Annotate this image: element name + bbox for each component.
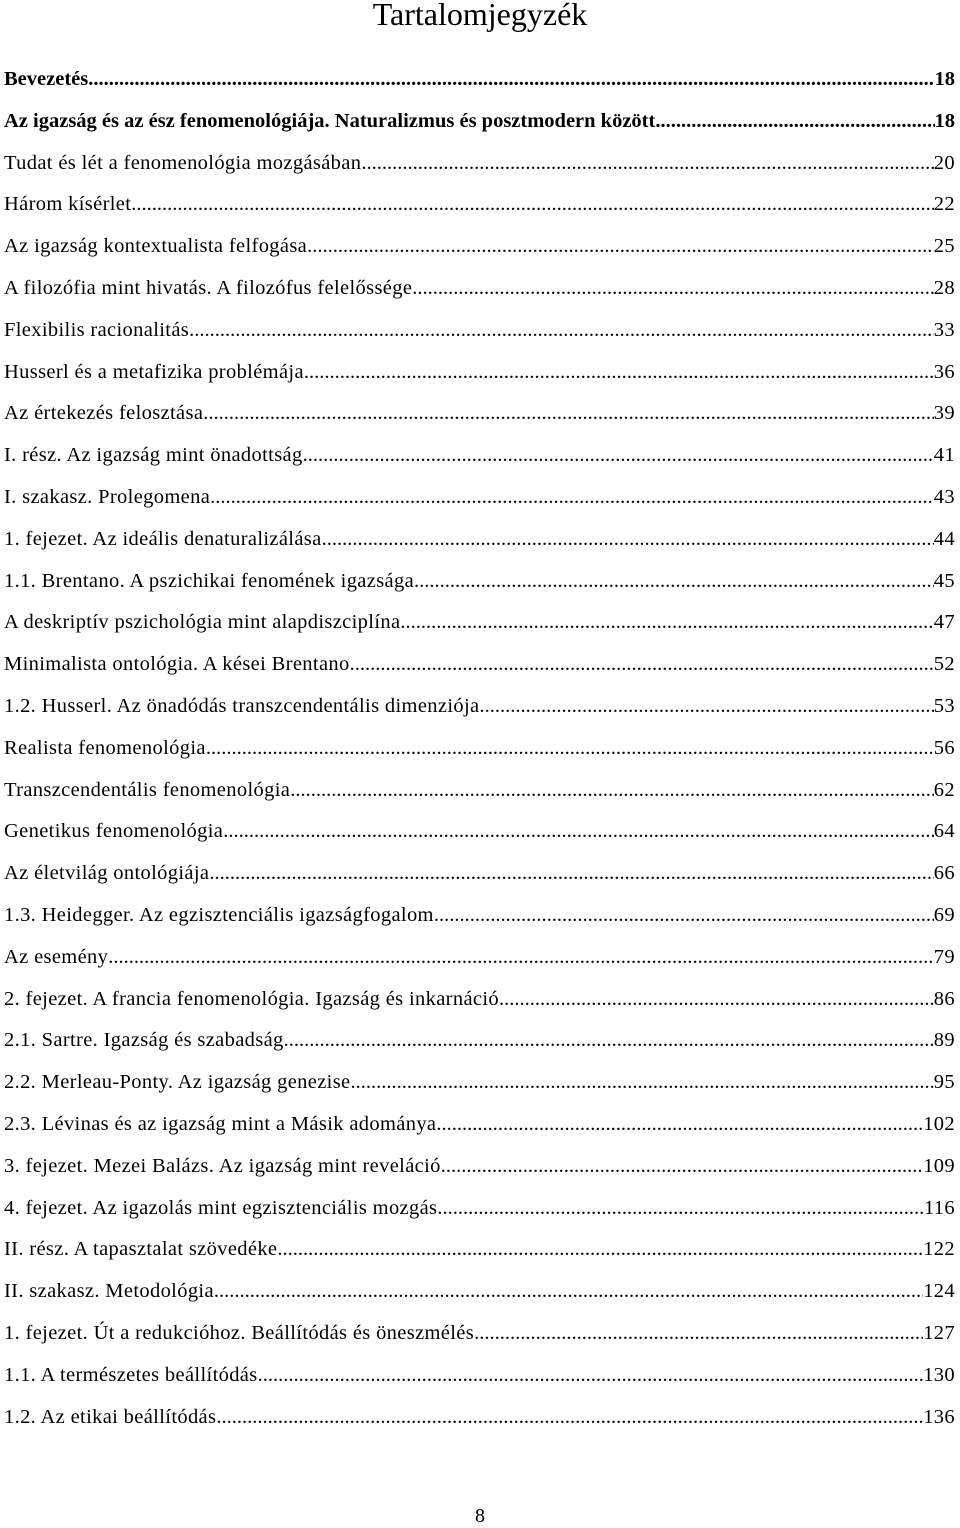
toc-entry[interactable] bbox=[4, 357, 955, 399]
page-title: Tartalomjegyzék bbox=[372, 0, 588, 32]
toc-entry[interactable] bbox=[4, 858, 955, 900]
toc-entry[interactable] bbox=[4, 315, 955, 357]
toc-dot-leader bbox=[499, 984, 934, 1014]
toc-entry[interactable] bbox=[4, 64, 955, 106]
toc-entry[interactable] bbox=[4, 1109, 955, 1151]
toc-entry-title: Tudat és lét a fenomenológia mozgásában bbox=[4, 151, 362, 174]
toc-dot-leader bbox=[400, 607, 933, 637]
toc-entry-page: 28 bbox=[933, 276, 955, 299]
toc-entry-page: 124 bbox=[923, 1280, 955, 1303]
toc-dot-leader bbox=[655, 106, 934, 136]
toc-entry[interactable] bbox=[4, 273, 955, 315]
toc-entry-page: 52 bbox=[933, 653, 955, 676]
toc-entry[interactable] bbox=[4, 231, 955, 273]
toc-entry[interactable] bbox=[4, 1067, 955, 1109]
toc-entry[interactable] bbox=[4, 1276, 955, 1318]
toc-entry-page: 39 bbox=[933, 402, 955, 425]
toc-dot-leader bbox=[434, 900, 934, 930]
toc-entry[interactable] bbox=[4, 566, 955, 608]
toc-entry-page: 122 bbox=[923, 1238, 955, 1261]
toc-entry-page: 25 bbox=[933, 235, 955, 258]
toc-entry[interactable] bbox=[4, 649, 955, 691]
toc-entry-title: A filozófia mint hivatás. A filozófus felelőssége bbox=[4, 276, 413, 299]
toc-entry-title: Bevezetés bbox=[4, 68, 89, 90]
toc-entry-title: Genetikus fenomenológia bbox=[4, 820, 224, 843]
toc-entry[interactable] bbox=[4, 816, 955, 858]
toc-entry-page: 66 bbox=[933, 862, 955, 885]
toc-entry-title: Három kísérlet bbox=[4, 193, 132, 216]
toc-dot-leader bbox=[210, 482, 934, 512]
page-number: 8 bbox=[475, 1505, 485, 1527]
toc-entry-title: Az életvilág ontológiája bbox=[4, 862, 210, 885]
toc-dot-leader bbox=[412, 273, 934, 303]
toc-dot-leader bbox=[437, 1193, 924, 1223]
toc-dot-leader bbox=[303, 440, 934, 470]
toc-entry-title: 2. fejezet. A francia fenomenológia. Igazság és inkarnáció bbox=[4, 987, 500, 1010]
toc-entry[interactable] bbox=[4, 775, 955, 817]
toc-entry[interactable] bbox=[4, 607, 955, 649]
toc-dot-leader bbox=[189, 315, 934, 345]
toc-dot-leader bbox=[350, 1067, 933, 1097]
toc-entry[interactable] bbox=[4, 482, 955, 524]
toc-entry-title: Realista fenomenológia bbox=[4, 736, 206, 759]
toc-dot-leader bbox=[290, 775, 934, 805]
table-of-contents bbox=[4, 64, 955, 1443]
toc-entry-page: 116 bbox=[923, 1196, 955, 1219]
toc-dot-leader bbox=[322, 524, 934, 554]
toc-dot-leader bbox=[474, 1318, 923, 1348]
toc-entry-page: 45 bbox=[933, 569, 955, 592]
toc-dot-leader bbox=[350, 649, 934, 679]
toc-entry-title: Minimalista ontológia. A kései Brentano bbox=[4, 653, 350, 676]
toc-entry-title: I. szakasz. Prolegomena bbox=[4, 485, 211, 508]
toc-entry-title: II. szakasz. Metodológia bbox=[4, 1280, 214, 1303]
toc-entry-title: Az igazság kontextualista felfogása bbox=[4, 235, 308, 258]
toc-entry-page: 33 bbox=[933, 318, 955, 341]
toc-entry-page: 79 bbox=[933, 945, 955, 968]
toc-entry-page: 109 bbox=[923, 1154, 955, 1177]
toc-dot-leader bbox=[479, 691, 933, 721]
toc-dot-leader bbox=[131, 189, 934, 219]
toc-dot-leader bbox=[307, 231, 934, 261]
toc-dot-leader bbox=[258, 1360, 924, 1390]
toc-dot-leader bbox=[361, 148, 933, 178]
toc-entry[interactable] bbox=[4, 1025, 955, 1067]
toc-entry-title: 1.1. Brentano. A pszichikai fenomének igazsága bbox=[4, 569, 415, 592]
toc-entry-title: 2.1. Sartre. Igazság és szabadság bbox=[4, 1029, 284, 1052]
toc-entry-page: 22 bbox=[933, 193, 955, 216]
toc-entry[interactable] bbox=[4, 1193, 955, 1235]
toc-entry-title: Az értekezés felosztása bbox=[4, 402, 204, 425]
toc-entry-page: 136 bbox=[923, 1405, 955, 1428]
toc-entry[interactable] bbox=[4, 733, 955, 775]
toc-entry[interactable] bbox=[4, 942, 955, 984]
toc-entry-title: 3. fejezet. Mezei Balázs. Az igazság mint reveláció bbox=[4, 1154, 441, 1177]
toc-entry-page: 18 bbox=[934, 109, 955, 132]
toc-dot-leader bbox=[436, 1109, 923, 1139]
toc-entry-title: Husserl és a metafizika problémája bbox=[4, 360, 304, 383]
toc-entry-page: 69 bbox=[933, 903, 955, 926]
toc-dot-leader bbox=[441, 1151, 923, 1181]
toc-entry-page: 62 bbox=[933, 778, 955, 801]
toc-entry-page: 102 bbox=[923, 1112, 955, 1135]
toc-entry[interactable] bbox=[4, 691, 955, 733]
toc-entry-page: 95 bbox=[933, 1071, 955, 1094]
toc-entry[interactable] bbox=[4, 106, 955, 148]
toc-entry-title: 1.3. Heidegger. Az egzisztenciális igazságfogalom bbox=[4, 903, 434, 926]
toc-entry-title: II. rész. A tapasztalat szövedéke bbox=[4, 1238, 278, 1261]
toc-entry-title: 1. fejezet. Út a redukcióhoz. Beállítódás és öneszmélés bbox=[4, 1321, 475, 1344]
toc-entry-page: 86 bbox=[933, 987, 955, 1010]
toc-entry[interactable] bbox=[4, 1402, 955, 1444]
toc-entry[interactable] bbox=[4, 398, 955, 440]
toc-dot-leader bbox=[206, 733, 934, 763]
toc-dot-leader bbox=[209, 858, 933, 888]
toc-entry[interactable] bbox=[4, 1360, 955, 1402]
toc-entry-page: 53 bbox=[933, 694, 955, 717]
toc-entry-title: 1.2. Az etikai beállítódás bbox=[4, 1405, 217, 1428]
toc-entry-title: Az igazság és az ész fenomenológiája. Naturalizmus és posztmodern között bbox=[4, 109, 656, 132]
toc-entry-title: 2.3. Lévinas és az igazság mint a Másik adománya bbox=[4, 1112, 437, 1135]
toc-dot-leader bbox=[203, 398, 934, 428]
toc-entry-page: 89 bbox=[933, 1029, 955, 1052]
toc-dot-leader bbox=[284, 1025, 934, 1055]
toc-entry-page: 43 bbox=[933, 485, 955, 508]
toc-entry-page: 41 bbox=[933, 444, 955, 467]
toc-entry[interactable] bbox=[4, 984, 955, 1026]
toc-entry-title: 4. fejezet. Az igazolás mint egzisztenciális mozgás bbox=[4, 1196, 438, 1219]
toc-dot-leader bbox=[304, 357, 934, 387]
toc-entry-page: 64 bbox=[933, 820, 955, 843]
toc-entry-page: 127 bbox=[923, 1321, 955, 1344]
toc-dot-leader bbox=[277, 1234, 923, 1264]
toc-entry-page: 130 bbox=[923, 1363, 955, 1386]
toc-dot-leader bbox=[88, 64, 934, 94]
toc-entry-title: Az esemény bbox=[4, 945, 109, 968]
toc-entry-title: 1.1. A természetes beállítódás bbox=[4, 1363, 258, 1386]
toc-dot-leader bbox=[216, 1402, 923, 1432]
toc-entry-title: 1.2. Husserl. Az önadódás transzcendentális dimenziója bbox=[4, 694, 480, 717]
toc-dot-leader bbox=[223, 816, 934, 846]
toc-entry-title: 2.2. Merleau-Ponty. Az igazság genezise bbox=[4, 1071, 351, 1094]
toc-entry[interactable] bbox=[4, 900, 955, 942]
toc-entry[interactable] bbox=[4, 440, 955, 482]
toc-entry-page: 18 bbox=[934, 68, 955, 90]
toc-entry-title: 1. fejezet. Az ideális denaturalizálása bbox=[4, 527, 322, 550]
toc-entry-title: I. rész. Az igazság mint önadottság bbox=[4, 444, 303, 467]
toc-entry[interactable] bbox=[4, 189, 955, 231]
toc-entry-title: Transzcendentális fenomenológia bbox=[4, 778, 291, 801]
toc-entry-page: 44 bbox=[933, 527, 955, 550]
toc-dot-leader bbox=[414, 566, 934, 596]
toc-dot-leader bbox=[214, 1276, 923, 1306]
toc-entry[interactable] bbox=[4, 1151, 955, 1193]
toc-entry[interactable] bbox=[4, 524, 955, 566]
toc-entry-page: 56 bbox=[933, 736, 955, 759]
toc-entry-title: Flexibilis racionalitás bbox=[4, 318, 190, 341]
toc-entry-page: 47 bbox=[933, 611, 955, 634]
toc-entry-page: 36 bbox=[933, 360, 955, 383]
toc-dot-leader bbox=[108, 942, 934, 972]
toc-entry[interactable] bbox=[4, 1234, 955, 1276]
toc-entry[interactable] bbox=[4, 148, 955, 190]
toc-entry[interactable] bbox=[4, 1318, 955, 1360]
toc-entry-title: A deskriptív pszichológia mint alapdiszciplína bbox=[4, 611, 401, 634]
toc-entry-page: 20 bbox=[933, 151, 955, 174]
